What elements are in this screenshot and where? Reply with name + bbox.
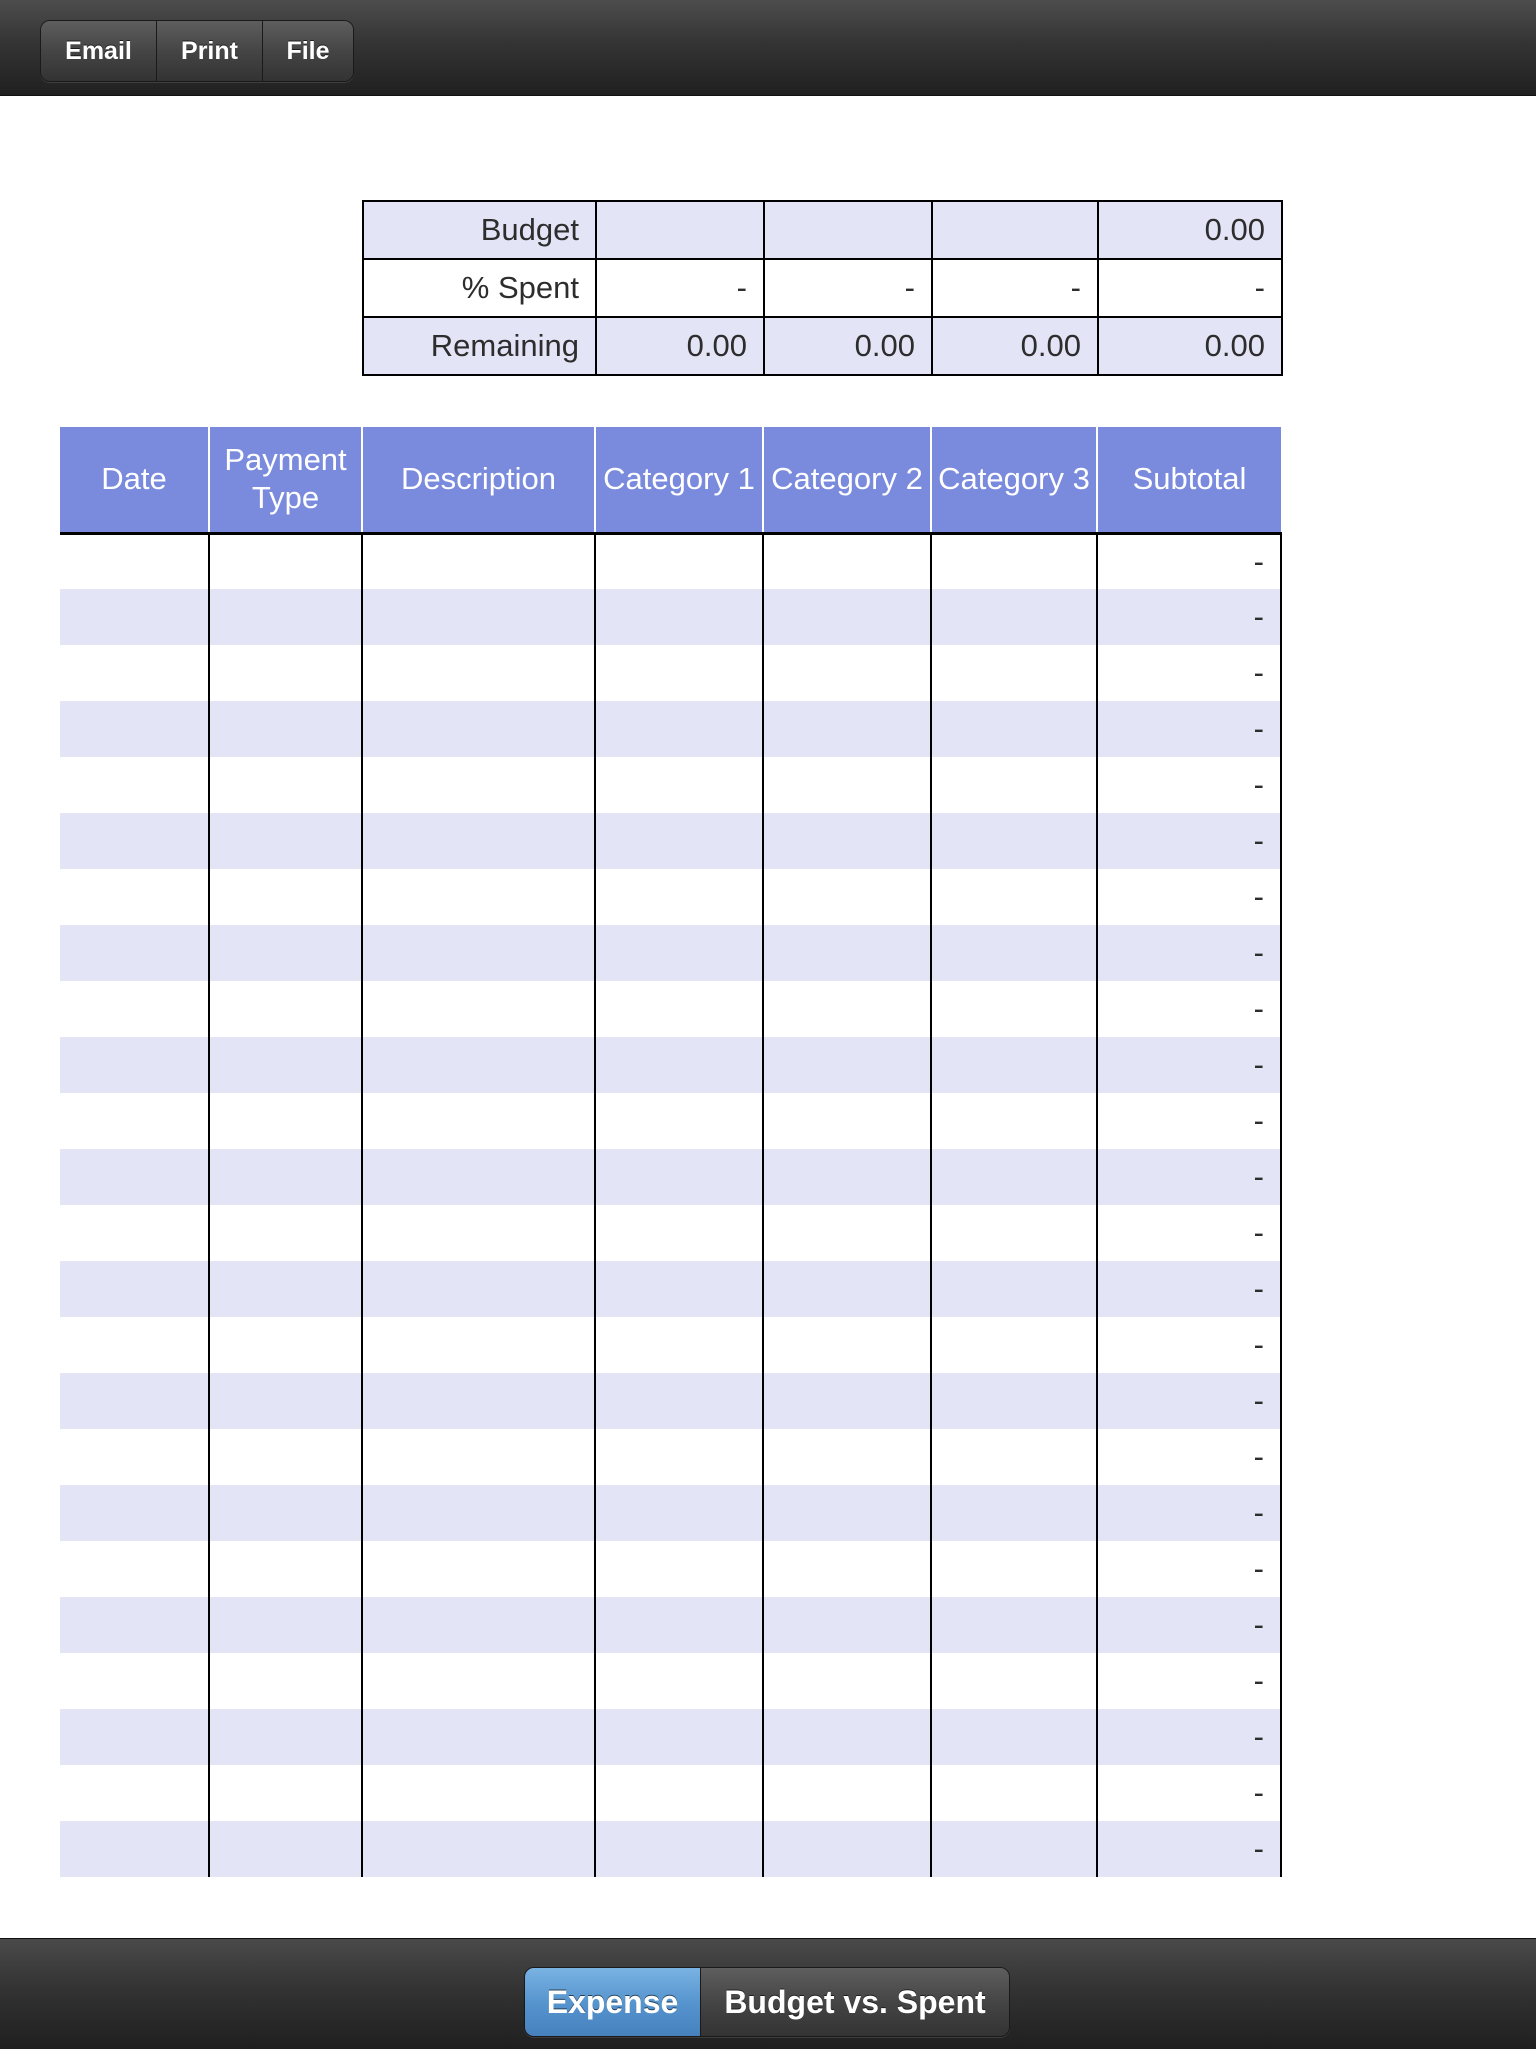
- payment-type-cell[interactable]: [209, 1373, 362, 1429]
- budget-category-1-cell[interactable]: [596, 201, 764, 259]
- category-1-cell[interactable]: [595, 757, 763, 813]
- description-cell[interactable]: [362, 1485, 595, 1541]
- category-1-cell[interactable]: [595, 1037, 763, 1093]
- table-row: [60, 1205, 1281, 1261]
- description-cell[interactable]: [362, 869, 595, 925]
- column-header-description: Description: [362, 427, 595, 533]
- payment-type-cell[interactable]: [209, 1821, 362, 1877]
- date-cell[interactable]: [60, 1037, 209, 1093]
- table-row: [60, 1821, 1281, 1877]
- payment-type-cell[interactable]: [209, 1205, 362, 1261]
- table-row: [60, 1261, 1281, 1317]
- column-header-date: Date: [60, 427, 209, 533]
- date-cell[interactable]: [60, 757, 209, 813]
- table-row: [60, 813, 1281, 869]
- remaining-total-cell: 0.00: [1098, 317, 1282, 375]
- date-cell[interactable]: [60, 813, 209, 869]
- table-row: [60, 757, 1281, 813]
- category-2-cell[interactable]: [763, 533, 931, 589]
- date-cell[interactable]: [60, 981, 209, 1037]
- tab-expense[interactable]: Expense: [525, 1968, 701, 2036]
- payment-type-cell[interactable]: [209, 533, 362, 589]
- category-3-cell[interactable]: [931, 869, 1097, 925]
- category-3-cell[interactable]: [931, 1037, 1097, 1093]
- column-header-category-2: Category 2: [763, 427, 931, 533]
- expense-table-body: [60, 533, 1281, 1877]
- category-2-cell[interactable]: [763, 1373, 931, 1429]
- category-3-cell[interactable]: [931, 813, 1097, 869]
- table-row: [60, 1597, 1281, 1653]
- table-row: [60, 1429, 1281, 1485]
- subtotal-cell: -: [1097, 1765, 1281, 1821]
- category-2-cell[interactable]: [763, 1821, 931, 1877]
- description-cell[interactable]: [362, 813, 595, 869]
- description-cell[interactable]: [362, 1765, 595, 1821]
- category-1-cell[interactable]: [595, 1653, 763, 1709]
- subtotal-cell: -: [1097, 981, 1281, 1037]
- table-row: [60, 1037, 1281, 1093]
- bottom-tab-bar: [0, 1938, 1536, 2049]
- category-1-cell[interactable]: [595, 813, 763, 869]
- date-cell[interactable]: [60, 1093, 209, 1149]
- subtotal-cell: -: [1097, 1485, 1281, 1541]
- category-1-cell[interactable]: [595, 1149, 763, 1205]
- description-cell[interactable]: [362, 981, 595, 1037]
- payment-type-cell[interactable]: [209, 869, 362, 925]
- budget-summary-table: [362, 200, 1283, 376]
- category-1-cell[interactable]: [595, 1373, 763, 1429]
- subtotal-cell: -: [1097, 1653, 1281, 1709]
- payment-type-cell[interactable]: [209, 1485, 362, 1541]
- description-cell[interactable]: [362, 1093, 595, 1149]
- date-cell[interactable]: [60, 533, 209, 589]
- subtotal-cell: -: [1097, 1541, 1281, 1597]
- payment-type-cell[interactable]: [209, 757, 362, 813]
- category-3-cell[interactable]: [931, 1093, 1097, 1149]
- summary-row-percent-spent: [363, 259, 1282, 317]
- expense-table: [60, 427, 1282, 1877]
- print-button[interactable]: Print: [157, 21, 263, 81]
- subtotal-cell: -: [1097, 813, 1281, 869]
- description-cell[interactable]: [362, 1373, 595, 1429]
- top-toolbar: [0, 0, 1536, 96]
- date-cell[interactable]: [60, 1597, 209, 1653]
- description-cell[interactable]: [362, 1429, 595, 1485]
- category-3-cell[interactable]: [931, 589, 1097, 645]
- category-2-cell[interactable]: [763, 701, 931, 757]
- category-2-cell[interactable]: [763, 1541, 931, 1597]
- payment-type-cell[interactable]: [209, 925, 362, 981]
- category-2-cell[interactable]: [763, 1597, 931, 1653]
- payment-type-cell[interactable]: [209, 813, 362, 869]
- column-header-category-3: Category 3: [931, 427, 1097, 533]
- payment-type-cell[interactable]: [209, 1709, 362, 1765]
- toolbar-button-group: [40, 20, 354, 82]
- description-cell[interactable]: [362, 1541, 595, 1597]
- description-cell[interactable]: [362, 1317, 595, 1373]
- percent-spent-category-1-cell: -: [596, 259, 764, 317]
- date-cell[interactable]: [60, 1765, 209, 1821]
- percent-spent-category-3-cell: -: [932, 259, 1098, 317]
- table-row: [60, 1765, 1281, 1821]
- payment-type-cell[interactable]: [209, 1261, 362, 1317]
- subtotal-cell: -: [1097, 645, 1281, 701]
- category-2-cell[interactable]: [763, 1765, 931, 1821]
- description-cell[interactable]: [362, 925, 595, 981]
- description-cell[interactable]: [362, 589, 595, 645]
- subtotal-cell: -: [1097, 869, 1281, 925]
- category-3-cell[interactable]: [931, 1485, 1097, 1541]
- category-1-cell[interactable]: [595, 1205, 763, 1261]
- column-header-payment-type: Payment Type: [209, 427, 362, 533]
- description-cell[interactable]: [362, 1709, 595, 1765]
- date-cell[interactable]: [60, 1205, 209, 1261]
- category-3-cell[interactable]: [931, 1597, 1097, 1653]
- category-1-cell[interactable]: [595, 645, 763, 701]
- payment-type-cell[interactable]: [209, 981, 362, 1037]
- date-cell[interactable]: [60, 1821, 209, 1877]
- category-3-cell[interactable]: [931, 1821, 1097, 1877]
- category-2-cell[interactable]: [763, 1653, 931, 1709]
- category-2-cell[interactable]: [763, 1317, 931, 1373]
- category-3-cell[interactable]: [931, 1373, 1097, 1429]
- date-cell[interactable]: [60, 869, 209, 925]
- table-row: [60, 981, 1281, 1037]
- summary-row-budget: [363, 201, 1282, 259]
- payment-type-cell[interactable]: [209, 1037, 362, 1093]
- subtotal-cell: -: [1097, 1373, 1281, 1429]
- category-1-cell[interactable]: [595, 1261, 763, 1317]
- table-row: [60, 925, 1281, 981]
- category-1-cell[interactable]: [595, 981, 763, 1037]
- category-2-cell[interactable]: [763, 981, 931, 1037]
- budget-category-2-cell[interactable]: [764, 201, 932, 259]
- subtotal-cell: -: [1097, 589, 1281, 645]
- column-header-category-1: Category 1: [595, 427, 763, 533]
- subtotal-cell: -: [1097, 1261, 1281, 1317]
- table-row: [60, 1149, 1281, 1205]
- subtotal-cell: -: [1097, 925, 1281, 981]
- date-cell[interactable]: [60, 1317, 209, 1373]
- description-cell[interactable]: [362, 1205, 595, 1261]
- payment-type-cell[interactable]: [209, 1765, 362, 1821]
- category-3-cell[interactable]: [931, 1149, 1097, 1205]
- category-2-cell[interactable]: [763, 1093, 931, 1149]
- category-1-cell[interactable]: [595, 1709, 763, 1765]
- category-1-cell[interactable]: [595, 1429, 763, 1485]
- payment-type-cell[interactable]: [209, 1429, 362, 1485]
- column-header-subtotal: Subtotal: [1097, 427, 1281, 533]
- table-row: [60, 1709, 1281, 1765]
- table-row: [60, 1317, 1281, 1373]
- category-2-cell[interactable]: [763, 1205, 931, 1261]
- category-3-cell[interactable]: [931, 757, 1097, 813]
- budget-total-cell: 0.00: [1098, 201, 1282, 259]
- category-2-cell[interactable]: [763, 1485, 931, 1541]
- date-cell[interactable]: [60, 1653, 209, 1709]
- subtotal-cell: -: [1097, 1821, 1281, 1877]
- category-3-cell[interactable]: [931, 925, 1097, 981]
- date-cell[interactable]: [60, 1261, 209, 1317]
- table-row: [60, 1653, 1281, 1709]
- payment-type-cell[interactable]: [209, 1597, 362, 1653]
- category-1-cell[interactable]: [595, 869, 763, 925]
- subtotal-cell: -: [1097, 1429, 1281, 1485]
- category-3-cell[interactable]: [931, 1653, 1097, 1709]
- category-1-cell[interactable]: [595, 533, 763, 589]
- percent-spent-category-2-cell: -: [764, 259, 932, 317]
- category-2-cell[interactable]: [763, 1429, 931, 1485]
- category-2-cell[interactable]: [763, 1037, 931, 1093]
- payment-type-cell[interactable]: [209, 1149, 362, 1205]
- subtotal-cell: -: [1097, 701, 1281, 757]
- category-1-cell[interactable]: [595, 1765, 763, 1821]
- date-cell[interactable]: [60, 589, 209, 645]
- view-switcher: [524, 1967, 1010, 2037]
- category-2-cell[interactable]: [763, 645, 931, 701]
- category-1-cell[interactable]: [595, 1541, 763, 1597]
- description-cell[interactable]: [362, 533, 595, 589]
- category-2-cell[interactable]: [763, 925, 931, 981]
- table-row: [60, 869, 1281, 925]
- subtotal-cell: -: [1097, 1597, 1281, 1653]
- date-cell[interactable]: [60, 1149, 209, 1205]
- category-3-cell[interactable]: [931, 1317, 1097, 1373]
- description-cell[interactable]: [362, 1653, 595, 1709]
- category-3-cell[interactable]: [931, 533, 1097, 589]
- date-cell[interactable]: [60, 1709, 209, 1765]
- date-cell[interactable]: [60, 925, 209, 981]
- summary-label-remaining: Remaining: [363, 317, 596, 375]
- category-3-cell[interactable]: [931, 1205, 1097, 1261]
- description-cell[interactable]: [362, 1821, 595, 1877]
- payment-type-cell[interactable]: [209, 1093, 362, 1149]
- category-1-cell[interactable]: [595, 589, 763, 645]
- category-1-cell[interactable]: [595, 1485, 763, 1541]
- table-row: [60, 645, 1281, 701]
- summary-label-percent-spent: % Spent: [363, 259, 596, 317]
- summary-label-budget: Budget: [363, 201, 596, 259]
- category-1-cell[interactable]: [595, 925, 763, 981]
- subtotal-cell: -: [1097, 1205, 1281, 1261]
- remaining-category-3-cell: 0.00: [932, 317, 1098, 375]
- table-row: [60, 1093, 1281, 1149]
- expense-table-header: [60, 427, 1281, 533]
- description-cell[interactable]: [362, 757, 595, 813]
- description-cell[interactable]: [362, 1597, 595, 1653]
- category-3-cell[interactable]: [931, 1429, 1097, 1485]
- table-row: [60, 1373, 1281, 1429]
- budget-category-3-cell[interactable]: [932, 201, 1098, 259]
- table-row: [60, 1541, 1281, 1597]
- description-cell[interactable]: [362, 701, 595, 757]
- date-cell[interactable]: [60, 1485, 209, 1541]
- payment-type-cell[interactable]: [209, 701, 362, 757]
- subtotal-cell: -: [1097, 1709, 1281, 1765]
- category-3-cell[interactable]: [931, 981, 1097, 1037]
- date-cell[interactable]: [60, 1429, 209, 1485]
- remaining-category-2-cell: 0.00: [764, 317, 932, 375]
- category-1-cell[interactable]: [595, 1317, 763, 1373]
- payment-type-cell[interactable]: [209, 1541, 362, 1597]
- category-2-cell[interactable]: [763, 869, 931, 925]
- tab-budget-vs-spent[interactable]: Budget vs. Spent: [701, 1968, 1009, 2036]
- summary-row-remaining: [363, 317, 1282, 375]
- category-1-cell[interactable]: [595, 1821, 763, 1877]
- subtotal-cell: -: [1097, 1149, 1281, 1205]
- subtotal-cell: -: [1097, 1317, 1281, 1373]
- email-button[interactable]: Email: [41, 21, 157, 81]
- file-button[interactable]: File: [263, 21, 353, 81]
- date-cell[interactable]: [60, 1373, 209, 1429]
- description-cell[interactable]: [362, 1261, 595, 1317]
- category-2-cell[interactable]: [763, 1709, 931, 1765]
- date-cell[interactable]: [60, 701, 209, 757]
- category-1-cell[interactable]: [595, 1597, 763, 1653]
- table-row: [60, 533, 1281, 589]
- category-3-cell[interactable]: [931, 1765, 1097, 1821]
- payment-type-cell[interactable]: [209, 645, 362, 701]
- category-2-cell[interactable]: [763, 589, 931, 645]
- date-cell[interactable]: [60, 645, 209, 701]
- subtotal-cell: -: [1097, 533, 1281, 589]
- percent-spent-total-cell: -: [1098, 259, 1282, 317]
- category-2-cell[interactable]: [763, 813, 931, 869]
- date-cell[interactable]: [60, 1541, 209, 1597]
- payment-type-cell[interactable]: [209, 1317, 362, 1373]
- category-2-cell[interactable]: [763, 1261, 931, 1317]
- category-3-cell[interactable]: [931, 645, 1097, 701]
- category-3-cell[interactable]: [931, 1709, 1097, 1765]
- remaining-category-1-cell: 0.00: [596, 317, 764, 375]
- category-2-cell[interactable]: [763, 1149, 931, 1205]
- subtotal-cell: -: [1097, 1093, 1281, 1149]
- table-row: [60, 1485, 1281, 1541]
- payment-type-cell[interactable]: [209, 1653, 362, 1709]
- payment-type-cell[interactable]: [209, 589, 362, 645]
- table-row: [60, 701, 1281, 757]
- category-3-cell[interactable]: [931, 1261, 1097, 1317]
- subtotal-cell: -: [1097, 1037, 1281, 1093]
- category-3-cell[interactable]: [931, 1541, 1097, 1597]
- description-cell[interactable]: [362, 645, 595, 701]
- description-cell[interactable]: [362, 1037, 595, 1093]
- category-3-cell[interactable]: [931, 701, 1097, 757]
- category-1-cell[interactable]: [595, 701, 763, 757]
- category-2-cell[interactable]: [763, 757, 931, 813]
- table-row: [60, 589, 1281, 645]
- description-cell[interactable]: [362, 1149, 595, 1205]
- subtotal-cell: -: [1097, 757, 1281, 813]
- category-1-cell[interactable]: [595, 1093, 763, 1149]
